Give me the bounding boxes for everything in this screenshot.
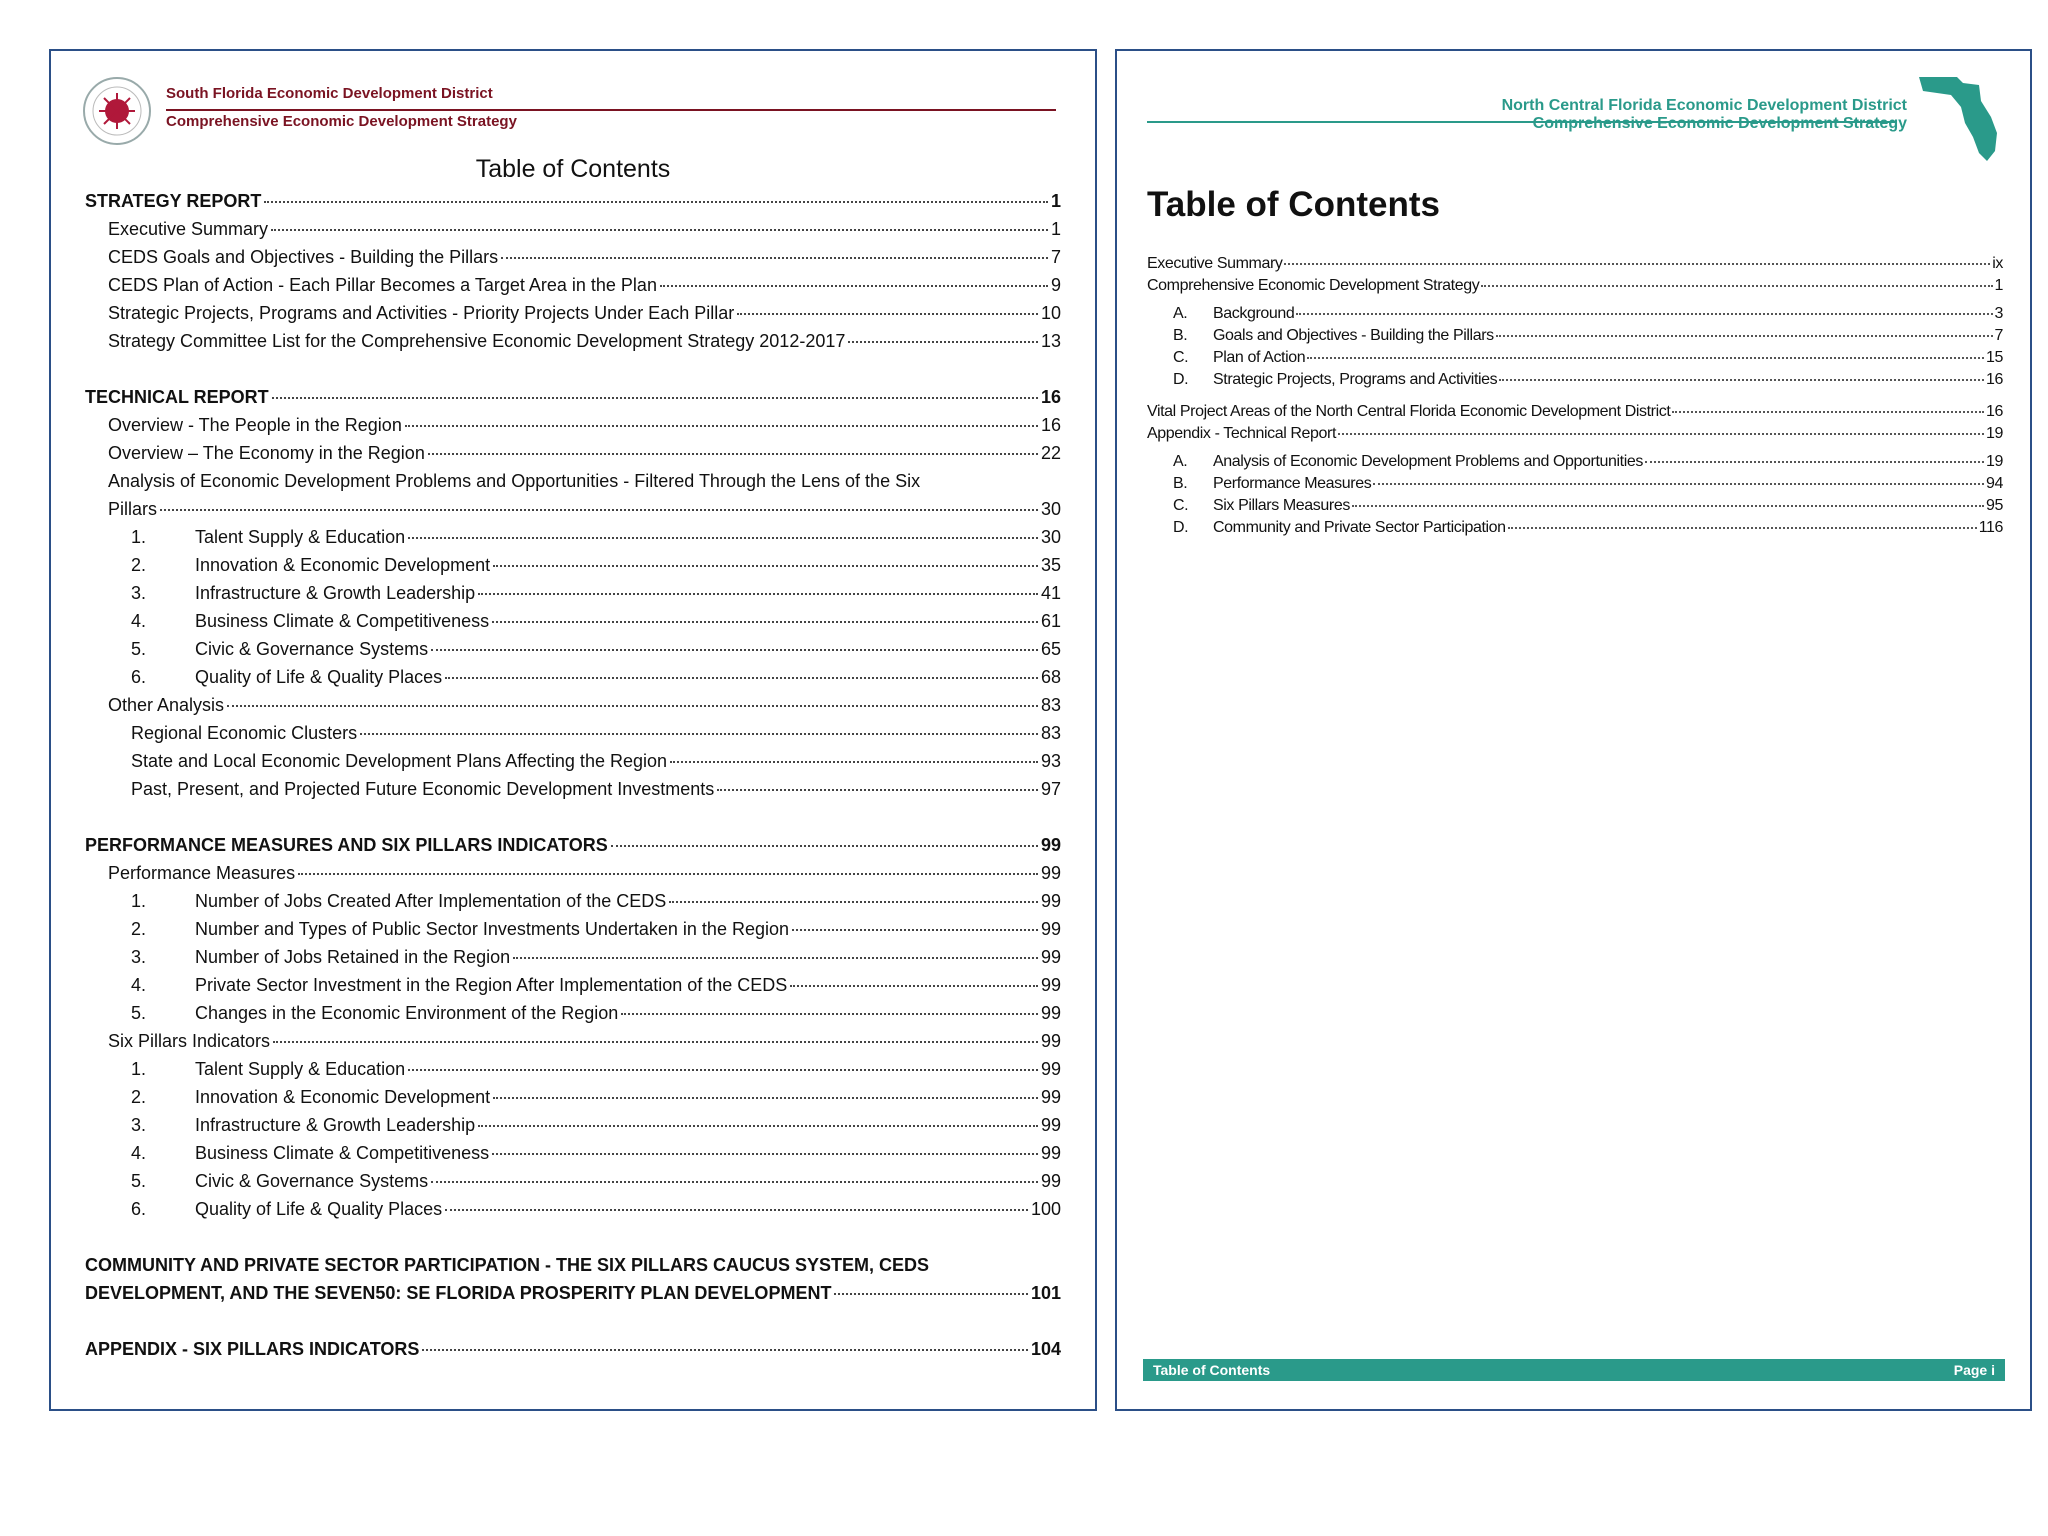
toc-page-number: 1 <box>1994 277 2003 294</box>
toc-entry-left[interactable] <box>85 891 1061 919</box>
toc-entry-number: 5. <box>131 1171 147 1191</box>
toc-entry-label: APPENDIX - SIX PILLARS INDICATORS <box>85 1339 420 1359</box>
toc-entry-label: State and Local Economic Development Plans Affecting the Region <box>131 751 668 771</box>
toc-entry-right[interactable] <box>1147 277 2003 299</box>
right-toc-list <box>1147 255 2003 541</box>
toc-page-number: 99 <box>1040 1143 1061 1163</box>
toc-entry-left[interactable] <box>85 555 1061 583</box>
toc-entry-right[interactable] <box>1147 349 2003 371</box>
toc-entry-letter: D. <box>1173 519 1189 536</box>
toc-page-number: 99 <box>1040 1171 1061 1191</box>
toc-entry-label: Comprehensive Economic Development Strategy <box>1147 277 1480 294</box>
toc-entry-letter: A. <box>1173 453 1188 470</box>
toc-entry-label: Goals and Objectives - Building the Pillars <box>1213 327 1494 344</box>
toc-entry-label: Business Climate & Competitiveness <box>195 611 490 631</box>
toc-entry-label: Private Sector Investment in the Region After Implementation of the CEDS <box>195 975 788 995</box>
toc-entry-label: Performance Measures <box>1213 475 1372 492</box>
toc-entry-left[interactable] <box>85 919 1061 947</box>
toc-dot-leader <box>1296 313 1992 315</box>
toc-dot-leader <box>792 929 1038 931</box>
toc-entry-number: 5. <box>131 639 147 659</box>
toc-entry-label: Vital Project Areas of the North Central Florida Economic Development District <box>1147 403 1671 420</box>
toc-page-number: 3 <box>1994 305 2003 322</box>
toc-dot-leader <box>493 1097 1038 1099</box>
toc-entry-left[interactable] <box>85 835 1061 863</box>
toc-entry-number: 1. <box>131 1059 147 1079</box>
toc-dot-leader <box>298 873 1038 875</box>
toc-dot-leader <box>273 1041 1038 1043</box>
toc-page-number: 94 <box>1986 475 2003 492</box>
toc-entry-label: Plan of Action <box>1213 349 1306 366</box>
toc-entry-left[interactable] <box>85 1059 1061 1087</box>
toc-entry-label: Past, Present, and Projected Future Economic Development Investments <box>131 779 715 799</box>
toc-dot-leader <box>501 257 1048 259</box>
toc-page-number: 30 <box>1040 527 1061 547</box>
toc-entry-left[interactable] <box>85 275 1061 303</box>
left-header <box>81 69 1056 159</box>
toc-entry-number: 1. <box>131 891 147 911</box>
toc-dot-leader <box>478 593 1038 595</box>
toc-entry-label: Strategic Projects, Programs and Activities - Priority Projects Under Each Pillar <box>108 303 735 323</box>
toc-dot-leader <box>1373 483 1984 485</box>
toc-entry-label: Number of Jobs Created After Implementation of the CEDS <box>195 891 667 911</box>
toc-page-number: 93 <box>1040 751 1061 771</box>
toc-entry-label: Innovation & Economic Development <box>195 1087 491 1107</box>
toc-entry-left[interactable] <box>85 1143 1061 1171</box>
toc-entry-number: 4. <box>131 1143 147 1163</box>
toc-entry-right[interactable] <box>1147 403 2003 425</box>
toc-entry-left[interactable] <box>85 1339 1061 1367</box>
toc-page-number: 16 <box>1986 371 2003 388</box>
toc-dot-leader <box>660 285 1048 287</box>
left-toc-list <box>85 191 1061 1367</box>
toc-entry-left[interactable] <box>85 863 1061 891</box>
toc-entry-label: Analysis of Economic Development Problems and Opportunities <box>1213 453 1643 470</box>
toc-entry-label: Strategic Projects, Programs and Activities <box>1213 371 1498 388</box>
toc-page-number: ix <box>1992 255 2003 272</box>
toc-page-number: 99 <box>1040 1115 1061 1135</box>
toc-dot-leader <box>492 1153 1038 1155</box>
toc-dot-leader <box>264 201 1048 203</box>
sfedd-seal-logo <box>81 75 153 147</box>
toc-page-number: 97 <box>1040 779 1061 799</box>
toc-page-number: 99 <box>1040 1031 1061 1051</box>
toc-entry-left[interactable] <box>85 191 1061 219</box>
toc-entry-left[interactable] <box>85 975 1061 1003</box>
toc-dot-leader <box>611 845 1038 847</box>
toc-page-number: 99 <box>1040 1087 1061 1107</box>
toc-entry-label: Infrastructure & Growth Leadership <box>195 583 476 603</box>
toc-entry-left[interactable] <box>85 1003 1061 1031</box>
toc-dot-leader <box>431 649 1038 651</box>
toc-page-number: 83 <box>1040 695 1061 715</box>
toc-dot-leader <box>1481 285 1992 287</box>
right-subtitle: Comprehensive Economic Development Strategy <box>1532 115 1907 132</box>
toc-page-number: 99 <box>1040 863 1061 883</box>
toc-page-number: 35 <box>1040 555 1061 575</box>
toc-entry-label: Analysis of Economic Development Problems and Opportunities - Filtered Through the Lens of the Six <box>108 471 921 491</box>
toc-entry-right[interactable] <box>1147 425 2003 447</box>
toc-entry-label: COMMUNITY AND PRIVATE SECTOR PARTICIPATION - THE SIX PILLARS CAUCUS SYSTEM, CEDS <box>85 1255 930 1275</box>
toc-entry-left[interactable] <box>85 527 1061 555</box>
toc-dot-leader <box>1645 461 1984 463</box>
toc-dot-leader <box>431 1181 1038 1183</box>
left-document-page <box>49 49 1097 1411</box>
right-toc-title: Table of Contents <box>1147 185 1440 224</box>
toc-entry-left[interactable] <box>85 1087 1061 1115</box>
toc-page-number: 83 <box>1040 723 1061 743</box>
toc-dot-leader <box>670 761 1038 763</box>
toc-page-number: 100 <box>1030 1199 1061 1219</box>
toc-dot-leader <box>360 733 1038 735</box>
toc-dot-leader <box>445 1209 1028 1211</box>
toc-page-number: 19 <box>1986 453 2003 470</box>
toc-entry-left[interactable] <box>85 443 1061 471</box>
left-header-rule <box>166 109 1056 111</box>
toc-entry-left[interactable] <box>85 611 1061 639</box>
toc-dot-leader <box>428 453 1038 455</box>
toc-page-number: 116 <box>1978 519 2003 536</box>
toc-dot-leader <box>848 341 1038 343</box>
toc-dot-leader <box>513 957 1038 959</box>
toc-page-number: 16 <box>1040 387 1061 407</box>
toc-dot-leader <box>160 509 1038 511</box>
toc-entry-left[interactable] <box>85 639 1061 667</box>
toc-dot-leader <box>1352 505 1984 507</box>
toc-page-number: 61 <box>1040 611 1061 631</box>
toc-page-number: 13 <box>1040 331 1061 351</box>
toc-entry-left[interactable] <box>85 779 1061 807</box>
footer-page-number: Page i <box>1953 1362 1995 1378</box>
toc-page-number: 7 <box>1994 327 2003 344</box>
toc-dot-leader <box>408 537 1038 539</box>
toc-page-number: 99 <box>1040 975 1061 995</box>
toc-page-number: 10 <box>1040 303 1061 323</box>
toc-entry-left[interactable] <box>85 303 1061 331</box>
toc-entry-right[interactable] <box>1147 453 2003 475</box>
toc-entry-label: Overview - The People in the Region <box>108 415 402 435</box>
toc-entry-label: PERFORMANCE MEASURES AND SIX PILLARS INDICATORS <box>85 835 608 855</box>
toc-entry-right[interactable] <box>1147 305 2003 327</box>
toc-page-number: 1 <box>1050 191 1061 211</box>
toc-dot-leader <box>1496 335 1993 337</box>
left-toc-title: Table of Contents <box>475 155 671 183</box>
toc-dot-leader <box>271 229 1048 231</box>
toc-page-number: 99 <box>1040 919 1061 939</box>
toc-entry-label: Changes in the Economic Environment of the Region <box>195 1003 619 1023</box>
toc-page-number: 65 <box>1040 639 1061 659</box>
toc-entry-right[interactable] <box>1147 475 2003 497</box>
toc-entry-left[interactable] <box>85 415 1061 443</box>
toc-dot-leader <box>445 677 1038 679</box>
toc-page-number: 99 <box>1040 835 1061 855</box>
right-footer-bar <box>1143 1359 2005 1381</box>
toc-page-number: 99 <box>1040 947 1061 967</box>
toc-page-number: 15 <box>1986 349 2003 366</box>
toc-entry-label: Six Pillars Measures <box>1213 497 1350 514</box>
toc-page-number: 99 <box>1040 1059 1061 1079</box>
toc-entry-label: Appendix - Technical Report <box>1147 425 1337 442</box>
toc-page-number: 30 <box>1040 499 1061 519</box>
toc-entry-label: Talent Supply & Education <box>195 527 406 547</box>
toc-dot-leader <box>227 705 1038 707</box>
toc-dot-leader <box>1499 379 1984 381</box>
toc-entry-label: Quality of Life & Quality Places <box>195 667 443 687</box>
toc-page-number: 19 <box>1986 425 2003 442</box>
toc-dot-leader <box>737 313 1038 315</box>
florida-map-logo <box>1917 71 2007 171</box>
toc-entry-left[interactable] <box>85 695 1061 723</box>
toc-entry-number: 1. <box>131 527 147 547</box>
toc-page-number: 16 <box>1986 403 2003 420</box>
toc-dot-leader <box>717 789 1038 791</box>
toc-entry-label: DEVELOPMENT, AND THE SEVEN50: SE FLORIDA PROSPERITY PLAN DEVELOPMENT <box>85 1283 832 1303</box>
left-subtitle: Comprehensive Economic Development Strategy <box>166 113 517 130</box>
toc-dot-leader <box>1338 433 1984 435</box>
toc-dot-leader <box>1284 263 1990 265</box>
toc-entry-label: Innovation & Economic Development <box>195 555 491 575</box>
toc-dot-leader <box>493 565 1038 567</box>
toc-page-number: 99 <box>1040 891 1061 911</box>
toc-entry-right[interactable] <box>1147 327 2003 349</box>
toc-entry-number: 2. <box>131 919 147 939</box>
toc-entry-label: Civic & Governance Systems <box>195 639 429 659</box>
toc-entry-left[interactable] <box>85 723 1061 751</box>
toc-page-number: 9 <box>1050 275 1061 295</box>
toc-entry-label: STRATEGY REPORT <box>85 191 262 211</box>
toc-entry-left[interactable] <box>85 667 1061 695</box>
toc-dot-leader <box>422 1349 1028 1351</box>
toc-entry-label: Talent Supply & Education <box>195 1059 406 1079</box>
toc-entry-left[interactable] <box>85 1199 1061 1227</box>
toc-entry-left[interactable] <box>85 471 1061 499</box>
toc-dot-leader <box>492 621 1038 623</box>
toc-page-number: 95 <box>1986 497 2003 514</box>
toc-entry-left[interactable] <box>85 1171 1061 1199</box>
toc-entry-number: 2. <box>131 555 147 575</box>
right-document-page <box>1115 49 2032 1411</box>
toc-entry-left[interactable] <box>85 219 1061 247</box>
toc-entry-left[interactable] <box>85 331 1061 359</box>
toc-entry-left[interactable] <box>85 583 1061 611</box>
toc-entry-label: Number and Types of Public Sector Investments Undertaken in the Region <box>195 919 789 939</box>
toc-entry-left[interactable] <box>85 1283 1061 1311</box>
toc-entry-letter: C. <box>1173 349 1189 366</box>
toc-entry-label: Business Climate & Competitiveness <box>195 1143 490 1163</box>
footer-label: Table of Contents <box>1153 1362 1271 1378</box>
toc-entry-left[interactable] <box>85 1031 1061 1059</box>
toc-entry-label: Pillars <box>108 499 158 519</box>
toc-entry-number: 4. <box>131 975 147 995</box>
toc-entry-label: Strategy Committee List for the Comprehensive Economic Development Strategy 2012-2017 <box>108 331 846 351</box>
toc-dot-leader <box>405 425 1038 427</box>
toc-entry-right[interactable] <box>1147 371 2003 393</box>
toc-entry-left[interactable] <box>85 1115 1061 1143</box>
toc-entry-letter: D. <box>1173 371 1189 388</box>
toc-dot-leader <box>834 1293 1028 1295</box>
toc-entry-left[interactable] <box>85 247 1061 275</box>
toc-entry-right[interactable] <box>1147 255 2003 277</box>
toc-entry-label: CEDS Goals and Objectives - Building the Pillars <box>108 247 499 267</box>
toc-entry-letter: B. <box>1173 475 1188 492</box>
toc-entry-right[interactable] <box>1147 497 2003 519</box>
right-header <box>1147 71 2007 181</box>
toc-entry-label: CEDS Plan of Action - Each Pillar Becomes a Target Area in the Plan <box>108 275 657 295</box>
toc-entry-label: Other Analysis <box>108 695 225 715</box>
toc-entry-number: 5. <box>131 1003 147 1023</box>
toc-dot-leader <box>1672 411 1984 413</box>
toc-entry-number: 6. <box>131 667 147 687</box>
toc-page-number: 68 <box>1040 667 1061 687</box>
left-org-name: South Florida Economic Development District <box>166 85 493 102</box>
toc-entry-label: Overview – The Economy in the Region <box>108 443 425 463</box>
toc-entry-number: 3. <box>131 583 147 603</box>
toc-entry-label: Civic & Governance Systems <box>195 1171 429 1191</box>
toc-entry-number: 4. <box>131 611 147 631</box>
toc-page-number: 22 <box>1040 443 1061 463</box>
toc-dot-leader <box>272 397 1038 399</box>
toc-entry-label: TECHNICAL REPORT <box>85 387 269 407</box>
toc-entry-label: Regional Economic Clusters <box>131 723 358 743</box>
toc-entry-left[interactable] <box>85 751 1061 779</box>
toc-entry-number: 3. <box>131 1115 147 1135</box>
toc-entry-number: 2. <box>131 1087 147 1107</box>
toc-entry-label: Infrastructure & Growth Leadership <box>195 1115 476 1135</box>
toc-dot-leader <box>408 1069 1038 1071</box>
toc-dot-leader <box>790 985 1038 987</box>
toc-entry-letter: A. <box>1173 305 1188 322</box>
toc-entry-number: 3. <box>131 947 147 967</box>
toc-entry-label: Six Pillars Indicators <box>108 1031 271 1051</box>
toc-entry-label: Performance Measures <box>108 863 296 883</box>
toc-page-number: 16 <box>1040 415 1061 435</box>
toc-page-number: 104 <box>1030 1339 1061 1359</box>
toc-entry-right[interactable] <box>1147 519 2003 541</box>
toc-page-number: 7 <box>1050 247 1061 267</box>
toc-dot-leader <box>621 1013 1038 1015</box>
toc-dot-leader <box>478 1125 1038 1127</box>
toc-dot-leader <box>1307 357 1984 359</box>
toc-entry-left[interactable] <box>85 499 1061 527</box>
toc-entry-letter: B. <box>1173 327 1188 344</box>
toc-page-number: 1 <box>1050 219 1061 239</box>
toc-entry-left[interactable] <box>85 947 1061 975</box>
toc-entry-left[interactable] <box>85 387 1061 415</box>
toc-page-number: 101 <box>1030 1283 1061 1303</box>
toc-dot-leader <box>669 901 1038 903</box>
toc-entry-letter: C. <box>1173 497 1189 514</box>
toc-entry-label: Background <box>1213 305 1295 322</box>
toc-entry-label: Number of Jobs Retained in the Region <box>195 947 511 967</box>
right-org-name: North Central Florida Economic Development District <box>1501 97 1907 114</box>
toc-page-number: 41 <box>1040 583 1061 603</box>
toc-entry-label: Quality of Life & Quality Places <box>195 1199 443 1219</box>
toc-dot-leader <box>1508 527 1977 529</box>
toc-entry-label: Executive Summary <box>1147 255 1283 272</box>
toc-entry-label: Executive Summary <box>108 219 269 239</box>
toc-page-number: 99 <box>1040 1003 1061 1023</box>
toc-entry-left[interactable] <box>85 1255 1061 1283</box>
toc-entry-number: 6. <box>131 1199 147 1219</box>
toc-entry-label: Community and Private Sector Participation <box>1213 519 1506 536</box>
